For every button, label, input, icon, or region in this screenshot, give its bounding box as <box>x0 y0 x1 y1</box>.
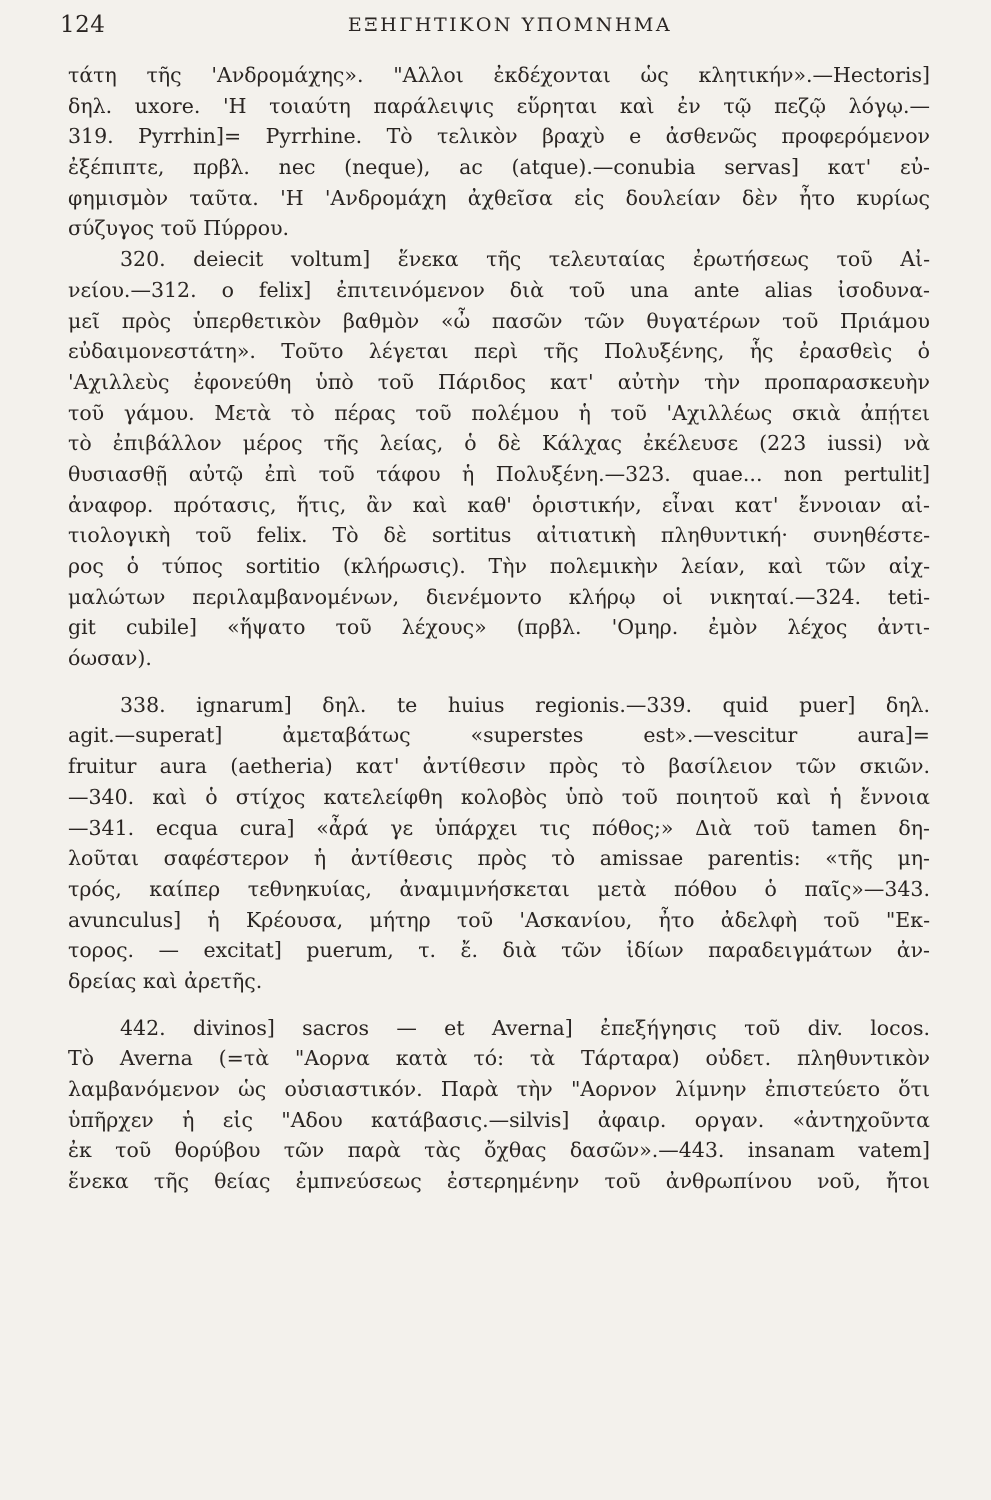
text-line: ἕνεκα τῆς θείας ἐμπνεύσεως ἐστερημένην τοῦ ἀνθρωπίνου νοῦ, ἤτοι <box>68 1169 930 1194</box>
text-line: fruitur aura (aetheria) κατ' ἀντίθεσιν πρὸς τὸ βασίλειον τῶν σκιῶν. <box>68 754 930 779</box>
text-line: —341. ecqua cura] «ἆρά γε ὑπάρχει τις πόθος;» Διὰ τοῦ tamen δη- <box>68 815 930 840</box>
text-line: τάτη τῆς 'Ανδρομάχης». "Αλλοι ἐκδέχονται ὡς κλητικήν».—Hectoris] <box>68 63 930 87</box>
text-line: θυσιασθῇ αὐτῷ ἐπὶ τοῦ τάφου ἡ Πολυξένη.—323. quae... non pertulit] <box>68 461 930 486</box>
page-number: 124 <box>60 12 106 38</box>
text-line: 319. Pyrrhin]= Pyrrhine. Τὸ τελικὸν βραχὺ e ἀσθενῶς προφερόμενον <box>68 124 930 149</box>
text-line: τοῦ γάμου. Μετὰ τὸ πέρας τοῦ πολέμου ἡ τοῦ 'Αχιλλέως σκιὰ ἀπῄτει <box>68 400 930 425</box>
text-line: σύζυγος τοῦ Πύρρου. <box>68 216 290 241</box>
text-line: 'Αχιλλεὺς ἐφονεύθη ὑπὸ τοῦ Πάριδος κατ' αὐτὴν τὴν προπαρασκευὴν <box>68 369 930 394</box>
text-line: 320. deiecit voltum] ἕνεκα τῆς τελευταίας ἐρωτήσεως τοῦ Αἰ- <box>120 247 930 272</box>
text-line: —340. καὶ ὁ στίχος κατελείφθη κολοβὸς ὑπὸ τοῦ ποιητοῦ καὶ ἡ ἔννοια <box>68 784 930 809</box>
text-line: τορος. — excitat] puerum, τ. ἔ. διὰ τῶν ἰδίων παραδειγμάτων ἀν- <box>68 938 930 963</box>
text-line: δηλ. uxore. 'Η τοιαύτη παράλειψις εὕρηται καὶ ἐν τῷ πεζῷ λόγῳ.— <box>68 93 930 118</box>
text-line: τὸ ἐπιβάλλον μέρος τῆς λείας, ὁ δὲ Κάλχας ἐκέλευσε (223 iussi) νὰ <box>68 431 930 456</box>
text-line: εὐδαιμονεστάτη». Τοῦτο λέγεται περὶ τῆς Πολυξένης, ἧς ἐρασθεὶς ὁ <box>68 339 930 364</box>
text-line: ἐξέπιπτε, πρβλ. nec (neque), ac (atque).—conubia servas] κατ' εὐ- <box>68 155 930 180</box>
text-line: μεῖ πρὸς ὑπερθετικὸν βαθμὸν «ὦ πασῶν τῶν θυγατέρων τοῦ Πριάμου <box>68 308 930 333</box>
text-line: τρός, καίπερ τεθνηκυίας, ἀναμιμνήσκεται μετὰ πόθου ὁ παῖς»—343. <box>68 876 930 901</box>
text-line: ἀναφορ. πρότασις, ἥτις, ἂν καὶ καθ' ὁριστικήν, εἶναι κατ' ἔννοιαν αἰ- <box>68 492 930 517</box>
text-line: ὑπῆρχεν ἡ εἰς "Αδου κατάβασις.—silvis] ἀφαιρ. οργαν. «ἀντηχοῦντα <box>68 1107 930 1132</box>
text-line: δρείας καὶ ἀρετῆς. <box>68 968 263 993</box>
text-line: λοῦται σαφέστερον ἡ ἀντίθεσις πρὸς τὸ amissae parentis: «τῆς μη- <box>68 846 930 871</box>
text-line: ρος ὁ τύπος sortitio (κλήρωσις). Τὴν πολεμικὴν λείαν, καὶ τῶν αἰχ- <box>68 554 930 578</box>
text-line: 338. ignarum] δηλ. te huius regionis.—339. quid puer] δηλ. <box>120 692 930 717</box>
text-line: git cubile] «ἥψατο τοῦ λέχους» (πρβλ. 'Ομηρ. ἐμὸν λέχος ἀντι- <box>68 615 930 640</box>
text-line: τιολογικὴ τοῦ felix. Τὸ δὲ sortitus αἰτιατικὴ πληθυντική· συνηθέστε- <box>68 523 930 548</box>
text-line: μαλώτων περιλαμβανομένων, διενέμοντο κλήρῳ οἱ νικηταί.—324. teti- <box>68 584 930 609</box>
commentary-text <box>68 60 930 1197</box>
running-head-title: ΕΞΗΓΗΤΙΚΟΝ ΥΠΟΜΝΗΜΑ <box>347 14 673 36</box>
text-line: νείου.—312. o felix] ἐπιτεινόμενον διὰ τοῦ una ante alias ἰσοδυνα- <box>68 277 930 302</box>
running-head <box>60 12 940 42</box>
text-line: 442. divinos] sacros — et Averna] ἐπεξήγησις τοῦ div. locos. <box>120 1015 930 1040</box>
text-line: λαμβανόμενον ὡς οὐσιαστικόν. Παρὰ τὴν "Αορνον λίμνην ἐπιστεύετο ὅτι <box>68 1077 930 1101</box>
text-line: avunculus] ἡ Κρέουσα, μήτηρ τοῦ 'Ασκανίου, ἦτο ἀδελφὴ τοῦ "Εκ- <box>68 907 930 932</box>
text-line: όωσαν). <box>68 646 152 671</box>
text-line: agit.—superat] ἀμεταβάτως «superstes est».—vescitur aura]= <box>68 723 930 748</box>
text-line: Τὸ Averna (=τὰ "Αορνα κατὰ τό: τὰ Τάρταρα) οὐδετ. πληθυντικὸν <box>68 1046 930 1071</box>
text-line: ἐκ τοῦ θορύβου τῶν παρὰ τὰς ὄχθας δασῶν».—443. insanam vatem] <box>68 1138 930 1163</box>
text-line: φημισμὸν ταῦτα. 'Η 'Ανδρομάχη ἀχθεῖσα εἰς δουλείαν δὲν ἦτο κυρίως <box>68 185 930 210</box>
